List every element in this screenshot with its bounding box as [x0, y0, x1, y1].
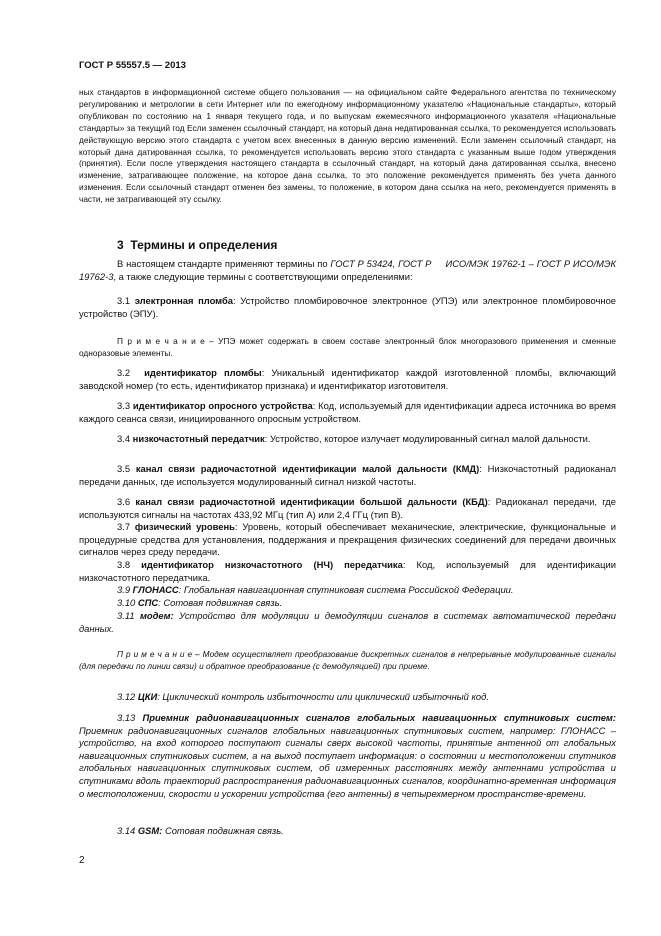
- note-1: П р и м е ч а н и е – УПЭ может содержать в своем составе электронный блок многоразового применения и сменные одноразовые элементы.: [79, 336, 616, 358]
- section-number: 3: [117, 238, 124, 252]
- term-3-14: 3.14 GSM: Сотовая подвижная связь.: [117, 825, 284, 836]
- term-3-5: 3.5 канал связи радиочастотной идентификации малой дальности (КМД): Низкочастотный радиоканал передачи данных, где используется модулированный сигнал низкой частоты.: [79, 463, 617, 487]
- term-3-3: 3.3 идентификатор опросного устройства: Код, используемый для идентификации адреса источника во время каждого сеанса связи, инициированного опросным устройством.: [79, 400, 616, 424]
- intro-paragraph: ных стандартов в информационной системе общего пользования — на официальном сайте Федерального агентства по техническому регулированию и метрологии в сети Интернет или по ежегодному информационному указателю «Национальные стандарты», который опубликован по состоянию на 1 января текущего года, и по выпускам ежемесячного информационного указателя «Национальные стандарты» за текущий год Если заменен ссылочный стандарт, на который дана недатированная ссылка, то рекомендуется использовать действующую версию этого стандарта с учетом всех внесенных в данную версию изменений. Если заменен ссылочный стандарт, на который дана датированная ссылка, то рекомендуется использовать версию этого стандарта с указанным выше годом утверждения (принятия). Если после утверждения настоящего стандарта в ссылочный стандарт, на который дана датированная ссылка, внесено изменение, затрагивающее положение, на которое дана ссылка, то это положение рекомендуется применять без учета данного изменения. Если ссылочный стандарт отменен без замены, то положение, в котором дана ссылка на него, рекомендуется применять в части, не затрагивающей эту ссылку.: [79, 87, 616, 205]
- term-3-1: 3.1 электронная пломба: Устройство пломбировочное электронное (УПЭ) или электронное пломбировочное устройство (ЭПУ).: [79, 295, 617, 319]
- term-3-8: 3.8 идентификатор низкочастотного (НЧ) передатчика: Код, используемый для идентификации низкочастотного передатчика.: [79, 559, 616, 583]
- page-number: 2: [79, 855, 85, 866]
- term-3-9: 3.9 ГЛОНАСС: Глобальная навигационная спутниковая система Российской Федерации.: [117, 584, 514, 595]
- document-header: ГОСТ Р 55557.5 — 2013: [79, 60, 186, 71]
- section-heading: [117, 238, 277, 252]
- term-3-10: 3.10 СПС: Сотовая подвижная связь.: [117, 597, 283, 608]
- term-3-11: 3.11 модем: Устройство для модуляции и демодуляции сигналов в системах автоматической передачи данных.: [79, 610, 616, 634]
- section-title: Термины и определения: [130, 238, 278, 252]
- term-3-6: 3.6 канал связи радиочастотной идентификации большой дальности (КБД): Радиоканал передачи, где используются сигналы на частотах 433,92 МГц (тип А) или 2,4 ГГц (тип В).: [79, 496, 616, 520]
- term-3-12: 3.12 ЦКИ: Циклический контроль избыточности или циклический избыточный код.: [117, 691, 489, 702]
- term-3-2: 3.2 идентификатор пломбы: Уникальный идентификатор каждой изготовленной пломбы, включающий заводской номер (то есть, идентификатор признака) и идентификатор изготовителя.: [79, 367, 616, 391]
- term-3-13: 3.13 Приемник радионавигационных сигналов глобальных навигационных спутниковых систем: Приемник радионавигационных сигналов глобальных навигационных спутниковых систем, например: ГЛОНАСС – устройство, на вход которого поступают сигналы сверх высокой частоты, принятые антенной от глобальных навигационных спутниковых систем, а на выход поступает информация: о состоянии и местоположении спутников глобальных навигационных спутниковых систем, об измеренных расстояниях между антеннами устройства и спутниками вдоль траекторий распространения радионавигационных сигналов, координатно-временная информация о местоположении, скорости и ускорении устройства (его антенны) в четырехмерном пространстве-времени.: [79, 712, 616, 799]
- note-2: П р и м е ч а н и е – Модем осуществляет преобразование дискретных сигналов в непрерывные модулированные сигналы (для передачи по линии связи) и обратное преобразование (с демодуляцией) при приеме.: [79, 649, 616, 671]
- term-3-4: 3.4 низкочастотный передатчик: Устройство, которое излучает модулированный сигнал малой дальности.: [117, 433, 591, 444]
- lead-paragraph: В настоящем стандарте применяют термины по ГОСТ Р 53424, ГОСТ Р ИСО/МЭК 19762-1 – ГОСТ Р ИСО/МЭК 19762-3, а также следующие термины с соответствующими определениями:: [79, 258, 616, 282]
- term-3-7: 3.7 физический уровень: Уровень, который обеспечивает механические, электрические, функциональные и процедурные средства для установления, поддержания и прекращения физических соединений для передачи двоичных сигналов через среду передачи.: [79, 521, 616, 558]
